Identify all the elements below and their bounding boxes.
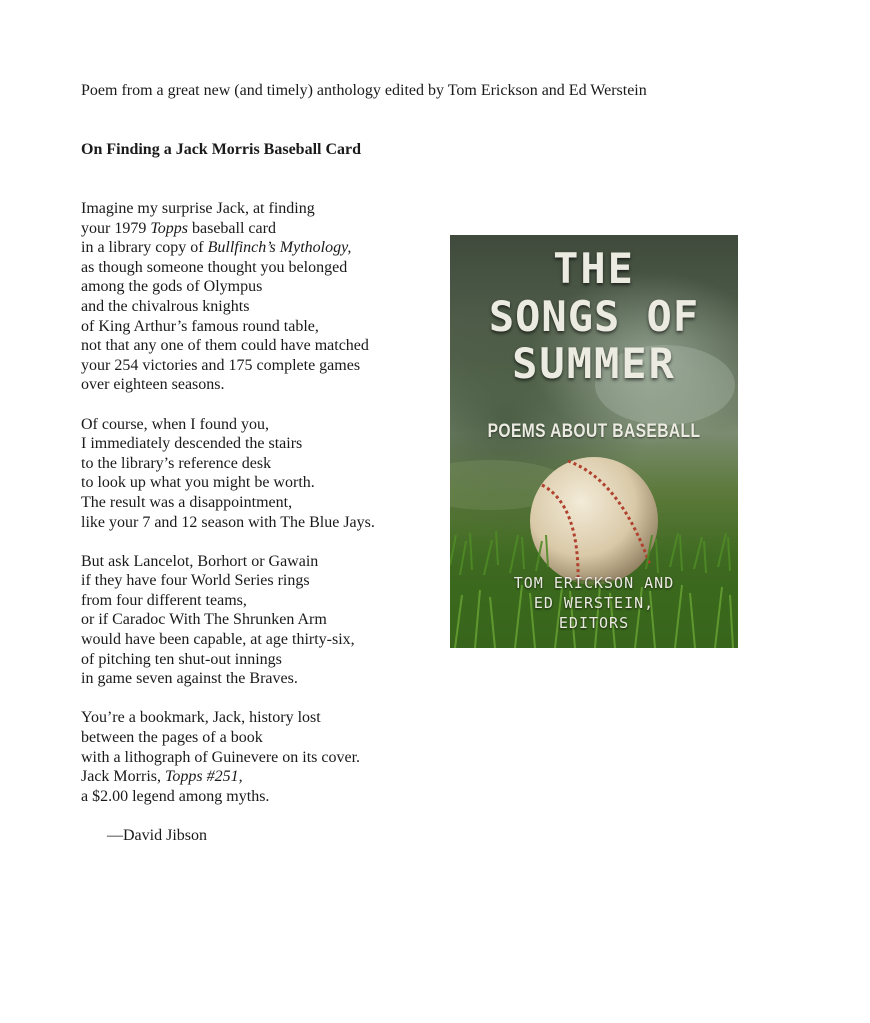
poem-line: your 254 victories and 175 complete games xyxy=(81,356,361,374)
poem-line: from four different teams, xyxy=(81,591,247,609)
cover-title-line: THE xyxy=(553,244,635,293)
poem-line: to the library’s reference desk xyxy=(81,454,272,472)
stanza-4 xyxy=(81,708,375,806)
poem-line: But ask Lancelot, Borhort or Gawain xyxy=(81,552,319,570)
cover-subtitle: POEMS ABOUT BASEBALL xyxy=(487,421,701,442)
italic-title: Topps #251, xyxy=(164,768,243,786)
intro-text: Poem from a great new (and timely) anthology edited by Tom Erickson and Ed Werstein xyxy=(81,82,647,99)
poem-line: of pitching ten shut-out innings xyxy=(81,650,282,668)
stanza-2 xyxy=(81,415,375,533)
poem-line: You’re a bookmark, Jack, history lost xyxy=(81,709,321,727)
poem-line: if they have four World Series rings xyxy=(81,572,310,590)
cover-title-line: SONGS OF xyxy=(488,292,700,341)
poem-line: to look up what you might be worth. xyxy=(81,474,315,492)
cover-title-line: SUMMER xyxy=(512,339,676,388)
poem-line: Imagine my surprise Jack, at finding xyxy=(81,200,315,217)
poem-line: as though someone thought you belonged xyxy=(81,258,348,276)
poem-line: I immediately descended the stairs xyxy=(81,435,303,453)
poem-body xyxy=(81,199,375,826)
poem-line-text: Jack Morris, xyxy=(81,768,165,786)
italic-title: Bullfinch’s Mythology, xyxy=(207,239,352,257)
poem-line: a $2.00 legend among myths. xyxy=(81,787,270,805)
cover-editors xyxy=(450,573,738,633)
poem-line: among the gods of Olympus xyxy=(81,278,263,296)
poem-line-text: your 1979 xyxy=(81,219,151,237)
poem-title: On Finding a Jack Morris Baseball Card xyxy=(81,141,362,158)
poem-line-text: baseball card xyxy=(187,219,276,237)
book-cover-image xyxy=(450,235,738,648)
poem-line: over eighteen seasons. xyxy=(81,376,225,394)
poem-line-text: in a library copy of xyxy=(81,239,208,257)
poem-line: between the pages of a book xyxy=(81,729,263,747)
italic-title: Topps xyxy=(150,219,188,237)
poem-line: with a lithograph of Guinevere on its cover. xyxy=(81,748,361,766)
cover-editors-line: EDITORS xyxy=(558,614,630,632)
cover-editors-line: TOM ERICKSON AND xyxy=(513,574,675,592)
poem-line: not that any one of them could have matched xyxy=(81,337,369,355)
stanza-1 xyxy=(81,199,375,395)
poem-line xyxy=(81,767,375,787)
poem-line: or if Caradoc With The Shrunken Arm xyxy=(81,611,327,629)
poem-line: in game seven against the Braves. xyxy=(81,670,298,688)
poem-line xyxy=(81,238,375,258)
poem-signature: —David Jibson xyxy=(107,827,207,844)
poem-line: Of course, when I found you, xyxy=(81,415,269,433)
stanza-3 xyxy=(81,552,375,689)
poem-line xyxy=(81,219,375,239)
poem-line: of King Arthur’s famous round table, xyxy=(81,317,319,335)
poem-line: would have been capable, at age thirty-six, xyxy=(81,631,355,649)
poem-line: like your 7 and 12 season with The Blue Jays. xyxy=(81,513,375,531)
poem-line: and the chivalrous knights xyxy=(81,297,250,315)
poem-line: The result was a disappointment, xyxy=(81,493,293,511)
cover-editors-line: ED WERSTEIN, xyxy=(533,594,655,612)
